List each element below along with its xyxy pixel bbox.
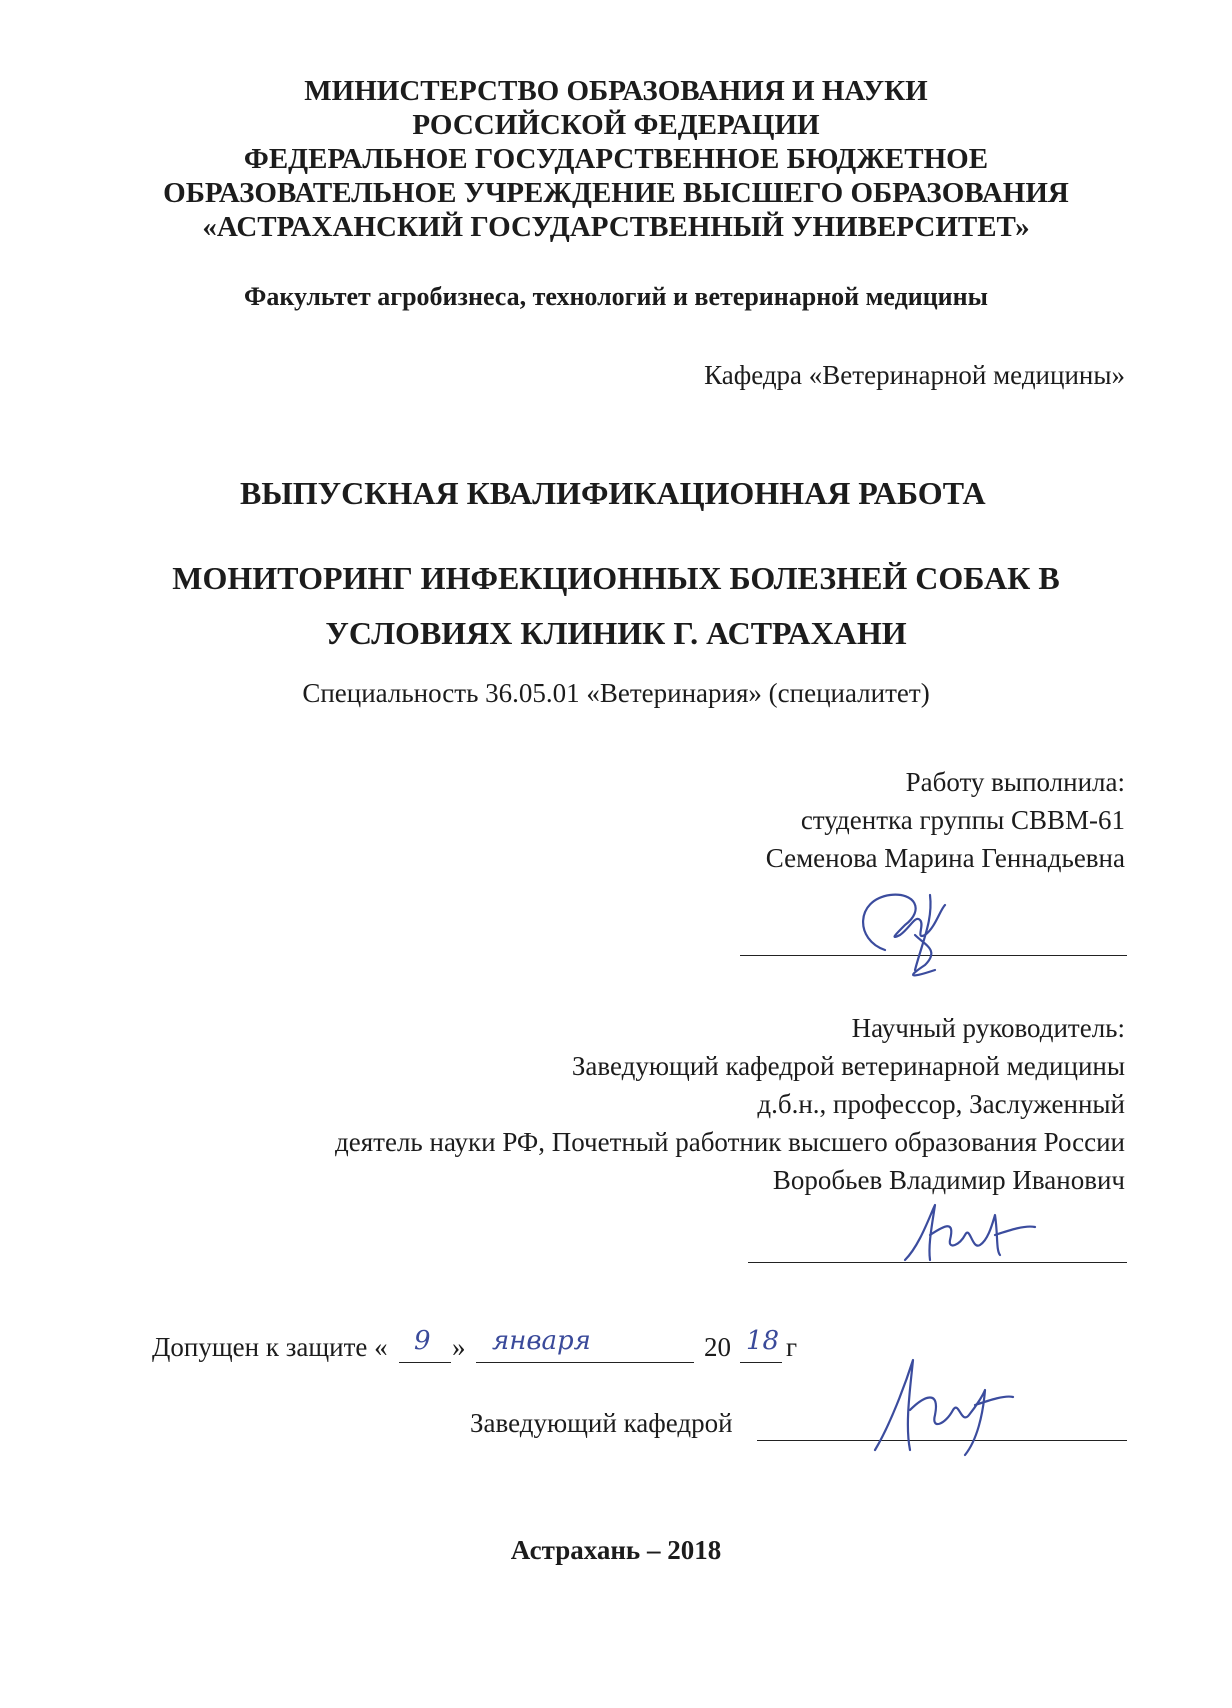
supervisor-name: Воробьев Владимир Иванович [772, 1165, 1125, 1195]
admission-year-unit: г [786, 1332, 798, 1362]
faculty-line: Факультет агробизнеса, технологий и ветеринарной медицины [244, 282, 988, 311]
admission-year-suffix: 18 [746, 1326, 780, 1356]
head-signature [865, 1355, 1015, 1465]
supervisor-label: Научный руководитель: [851, 1013, 1125, 1043]
admission-day-line [399, 1362, 451, 1363]
header-line-4: ОБРАЗОВАТЕЛЬНОЕ УЧРЕЖДЕНИЕ ВЫСШЕГО ОБРАЗОВАНИЯ [163, 177, 1069, 209]
supervisor-line-1: Заведующий кафедрой ветеринарной медицины [571, 1051, 1125, 1081]
admission-day: 9 [414, 1326, 431, 1356]
admission-month: января [492, 1326, 591, 1356]
admission-quote-close: » [452, 1332, 466, 1362]
specialty-line: Специальность 36.05.01 «Ветеринария» (специалитет) [302, 678, 930, 708]
admission-prefix: Допущен к защите « [152, 1332, 388, 1362]
work-type-heading: ВЫПУСКНАЯ КВАЛИФИКАЦИОННАЯ РАБОТА [240, 475, 986, 511]
head-label: Заведующий кафедрой [470, 1408, 733, 1438]
author-name: Семенова Марина Геннадьевна [765, 843, 1125, 873]
author-signature [845, 880, 955, 990]
header-line-1: МИНИСТЕРСТВО ОБРАЗОВАНИЯ И НАУКИ [304, 75, 928, 107]
title-line-2: УСЛОВИЯХ КЛИНИК Г. АСТРАХАНИ [325, 615, 907, 651]
header-line-2: РОССИЙСКОЙ ФЕДЕРАЦИИ [412, 109, 820, 141]
title-line-1: МОНИТОРИНГ ИНФЕКЦИОННЫХ БОЛЕЗНЕЙ СОБАК В [172, 560, 1060, 596]
author-group: студентка группы СВВМ-61 [800, 805, 1125, 835]
author-label: Работу выполнила: [905, 767, 1125, 797]
supervisor-line-3: деятель науки РФ, Почетный работник высшего образования России [335, 1127, 1125, 1157]
footer-city-year: Астрахань – 2018 [510, 1535, 722, 1565]
header-line-3: ФЕДЕРАЛЬНОЕ ГОСУДАРСТВЕННОЕ БЮДЖЕТНОЕ [243, 143, 989, 175]
admission-year-line [740, 1362, 782, 1363]
supervisor-line-2: д.б.н., профессор, Заслуженный [757, 1089, 1125, 1119]
header-line-5: «АСТРАХАНСКИЙ ГОСУДАРСТВЕННЫЙ УНИВЕРСИТЕТ» [202, 211, 1030, 243]
admission-year-prefix: 20 [704, 1332, 731, 1362]
admission-month-line [476, 1362, 694, 1363]
department-line: Кафедра «Ветеринарной медицины» [704, 360, 1125, 390]
supervisor-signature [900, 1195, 1040, 1275]
